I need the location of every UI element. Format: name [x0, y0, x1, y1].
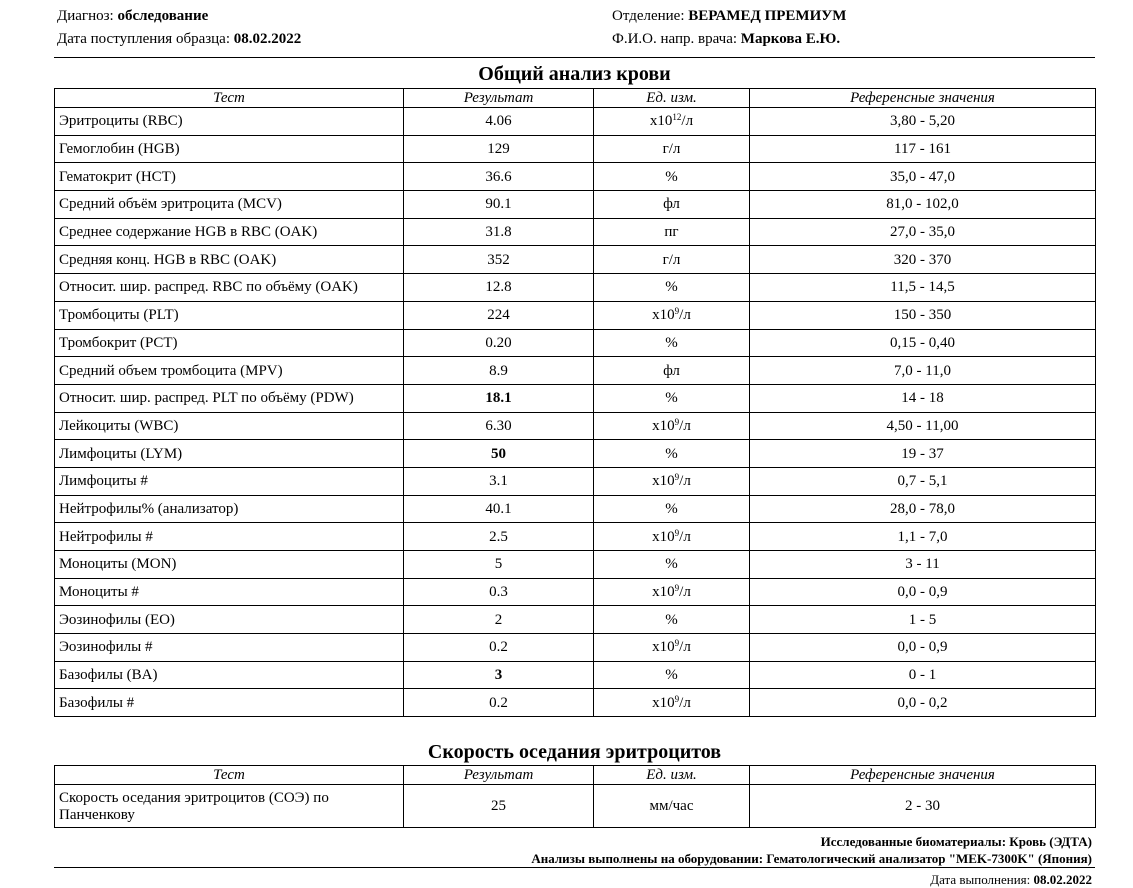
- unit-cell: [594, 412, 750, 440]
- unit-cell: [594, 495, 750, 523]
- table-row: [55, 689, 1096, 717]
- test-name: Средний объём эритроцита (MCV): [55, 191, 404, 219]
- sample-date-label: Дата поступления образца:: [57, 31, 231, 47]
- unit-base: x10: [652, 307, 675, 324]
- unit-base: %: [665, 667, 678, 684]
- result-value: 3.1: [404, 467, 594, 495]
- result-value: 31.8: [404, 218, 594, 246]
- col-test-header: Тест: [55, 89, 404, 108]
- test-name: Относит. шир. распред. RBC по объёму (OAK): [55, 274, 404, 302]
- test-name: Тромбокрит (PCT): [55, 329, 404, 357]
- unit-tail: /л: [679, 417, 691, 434]
- reference-range: 0,0 - 0,9: [750, 634, 1096, 662]
- unit-cell: [594, 661, 750, 689]
- test-name: Моноциты (MON): [55, 551, 404, 579]
- unit-base: %: [665, 500, 678, 517]
- reference-range: 28,0 - 78,0: [750, 495, 1096, 523]
- test-name: Эритроциты (RBC): [55, 108, 404, 136]
- unit-cell: [594, 634, 750, 662]
- result-value: 2.5: [404, 523, 594, 551]
- unit-exponent: 9: [674, 527, 680, 538]
- biomaterial-note: Исследованные биоматериалы: Кровь (ЭДТА): [820, 834, 1092, 849]
- table-row: [55, 440, 1096, 468]
- reference-range: 150 - 350: [750, 301, 1096, 329]
- unit-base: x10: [652, 528, 675, 545]
- unit-base: %: [665, 445, 678, 462]
- sample-date-line: [57, 31, 301, 48]
- doctor-line: [612, 31, 840, 48]
- esr-unit: мм/час: [594, 785, 750, 828]
- reference-range: 117 - 161: [750, 135, 1096, 163]
- equipment-note: Анализы выполнены на оборудовании: Гематологический анализатор "MEK-7300K" (Япония): [531, 851, 1092, 866]
- table-row: [55, 329, 1096, 357]
- unit-base: фл: [663, 196, 680, 213]
- result-value: 5: [404, 551, 594, 579]
- unit-cell: [594, 218, 750, 246]
- unit-exponent: 9: [674, 306, 680, 317]
- reference-range: 0,7 - 5,1: [750, 467, 1096, 495]
- done-date-label: Дата выполнения:: [930, 872, 1031, 887]
- result-value: 0.2: [404, 689, 594, 717]
- reference-range: 19 - 37: [750, 440, 1096, 468]
- table-row: [55, 606, 1096, 634]
- result-value: 0.20: [404, 329, 594, 357]
- unit-exponent: 9: [674, 638, 680, 649]
- reference-range: 11,5 - 14,5: [750, 274, 1096, 302]
- unit-exponent: 9: [674, 416, 680, 427]
- test-name: Тромбоциты (PLT): [55, 301, 404, 329]
- result-value: 12.8: [404, 274, 594, 302]
- unit-base: %: [665, 168, 678, 185]
- result-value: 129: [404, 135, 594, 163]
- result-value: 40.1: [404, 495, 594, 523]
- test-name: Относит. шир. распред. PLT по объёму (PDW): [55, 384, 404, 412]
- reference-range: 3 - 11: [750, 551, 1096, 579]
- reference-range: 7,0 - 11,0: [750, 357, 1096, 385]
- unit-tail: /л: [679, 639, 691, 656]
- col-unit-header: Ед. изм.: [594, 89, 750, 108]
- test-name: Эозинофилы #: [55, 634, 404, 662]
- unit-tail: /л: [679, 694, 691, 711]
- result-value: 0.3: [404, 578, 594, 606]
- unit-cell: [594, 108, 750, 136]
- result-value: 8.9: [404, 357, 594, 385]
- test-name: Средний объем тромбоцита (MPV): [55, 357, 404, 385]
- unit-cell: [594, 357, 750, 385]
- table-row: [55, 495, 1096, 523]
- table-row: [55, 578, 1096, 606]
- department-value: ВЕРАМЕД ПРЕМИУМ: [688, 8, 847, 24]
- table-row: [55, 163, 1096, 191]
- cbc-table: [54, 88, 1096, 717]
- esr-ref: 2 - 30: [750, 785, 1096, 828]
- unit-base: %: [665, 611, 678, 628]
- unit-base: %: [665, 334, 678, 351]
- result-value: 90.1: [404, 191, 594, 219]
- footer-rule: [54, 867, 1095, 868]
- doctor-label: Ф.И.О. напр. врача:: [612, 31, 738, 47]
- reference-range: 14 - 18: [750, 384, 1096, 412]
- cbc-title: Общий анализ крови: [478, 63, 671, 85]
- unit-cell: [594, 606, 750, 634]
- esr-title: Скорость оседания эритроцитов: [427, 741, 722, 763]
- table-row: [55, 108, 1096, 136]
- result-value: 352: [404, 246, 594, 274]
- unit-cell: [594, 384, 750, 412]
- unit-base: %: [665, 279, 678, 296]
- diagnosis-label: Диагноз:: [57, 8, 114, 24]
- diagnosis-value: обследование: [117, 8, 209, 24]
- unit-base: фл: [663, 362, 680, 379]
- doctor-value: Маркова Е.Ю.: [740, 31, 841, 47]
- department-label: Отделение:: [612, 8, 685, 24]
- unit-base: г/л: [662, 141, 681, 158]
- reference-range: 0,0 - 0,2: [750, 689, 1096, 717]
- table-row: [55, 301, 1096, 329]
- unit-cell: [594, 135, 750, 163]
- unit-base: пг: [664, 224, 679, 241]
- unit-exponent: 12: [672, 112, 682, 123]
- unit-base: %: [665, 390, 678, 407]
- unit-cell: [594, 329, 750, 357]
- diagnosis-line: [57, 8, 208, 25]
- cbc-header-row: [55, 89, 1096, 108]
- test-name: Базофилы #: [55, 689, 404, 717]
- test-name: Моноциты #: [55, 578, 404, 606]
- col-result-header: Результат: [404, 89, 594, 108]
- done-date-value: 08.02.2022: [1033, 872, 1092, 887]
- test-name: Базофилы (BA): [55, 661, 404, 689]
- table-row: [55, 246, 1096, 274]
- result-value: 3: [404, 661, 594, 689]
- reference-range: 0,0 - 0,9: [750, 578, 1096, 606]
- sample-date-value: 08.02.2022: [233, 31, 302, 47]
- reference-range: 81,0 - 102,0: [750, 191, 1096, 219]
- unit-cell: [594, 274, 750, 302]
- test-name: Эозинофилы (EO): [55, 606, 404, 634]
- unit-base: %: [665, 556, 678, 573]
- done-date-line: [930, 872, 1092, 888]
- table-row: [55, 274, 1096, 302]
- test-name: Лейкоциты (WBC): [55, 412, 404, 440]
- table-row: [55, 661, 1096, 689]
- unit-exponent: 9: [674, 693, 680, 704]
- reference-range: 0,15 - 0,40: [750, 329, 1096, 357]
- table-row: [55, 785, 1096, 828]
- reference-range: 1 - 5: [750, 606, 1096, 634]
- unit-base: x10: [652, 473, 675, 490]
- table-row: [55, 135, 1096, 163]
- unit-base: x10: [652, 694, 675, 711]
- result-value: 36.6: [404, 163, 594, 191]
- unit-tail: /л: [679, 528, 691, 545]
- esr-test-name: Скорость оседания эритроцитов (СОЭ) по Панченкову: [55, 785, 404, 828]
- unit-cell: [594, 163, 750, 191]
- result-value: 4.06: [404, 108, 594, 136]
- table-row: [55, 412, 1096, 440]
- test-name: Гемоглобин (HGB): [55, 135, 404, 163]
- unit-cell: [594, 689, 750, 717]
- unit-cell: [594, 551, 750, 579]
- unit-tail: /л: [681, 113, 694, 130]
- esr-col-result-header: Результат: [404, 766, 594, 785]
- reference-range: 0 - 1: [750, 661, 1096, 689]
- esr-col-ref-header: Референсные значения: [750, 766, 1096, 785]
- table-row: [55, 523, 1096, 551]
- table-row: [55, 551, 1096, 579]
- reference-range: 3,80 - 5,20: [750, 108, 1096, 136]
- test-name: Нейтрофилы #: [55, 523, 404, 551]
- esr-table: [54, 765, 1096, 828]
- department-line: [612, 8, 846, 25]
- reference-range: 35,0 - 47,0: [750, 163, 1096, 191]
- result-value: 50: [404, 440, 594, 468]
- unit-tail: /л: [679, 473, 691, 490]
- esr-col-test-header: Тест: [55, 766, 404, 785]
- test-name: Лимфоциты #: [55, 467, 404, 495]
- header-rule: [54, 57, 1095, 58]
- result-value: 18.1: [404, 384, 594, 412]
- table-row: [55, 634, 1096, 662]
- table-row: [55, 218, 1096, 246]
- result-value: 224: [404, 301, 594, 329]
- test-name: Гематокрит (HCT): [55, 163, 404, 191]
- esr-header-row: [55, 766, 1096, 785]
- unit-cell: [594, 191, 750, 219]
- unit-base: x10: [652, 417, 675, 434]
- test-name: Лимфоциты (LYM): [55, 440, 404, 468]
- unit-cell: [594, 246, 750, 274]
- result-value: 2: [404, 606, 594, 634]
- table-row: [55, 191, 1096, 219]
- unit-exponent: 9: [674, 472, 680, 483]
- reference-range: 320 - 370: [750, 246, 1096, 274]
- unit-exponent: 9: [674, 583, 680, 594]
- esr-col-unit-header: Ед. изм.: [594, 766, 750, 785]
- unit-base: г/л: [662, 251, 681, 268]
- unit-base: x10: [652, 639, 675, 656]
- reference-range: 1,1 - 7,0: [750, 523, 1096, 551]
- reference-range: 4,50 - 11,00: [750, 412, 1096, 440]
- test-name: Среднее содержание HGB в RBC (OAK): [55, 218, 404, 246]
- result-value: 6.30: [404, 412, 594, 440]
- unit-cell: [594, 467, 750, 495]
- test-name: Нейтрофилы% (анализатор): [55, 495, 404, 523]
- result-value: 0.2: [404, 634, 594, 662]
- unit-cell: [594, 301, 750, 329]
- unit-cell: [594, 523, 750, 551]
- esr-result: 25: [404, 785, 594, 828]
- test-name: Средняя конц. HGB в RBC (OAK): [55, 246, 404, 274]
- unit-tail: /л: [679, 584, 691, 601]
- unit-base: x10: [649, 113, 673, 130]
- table-row: [55, 357, 1096, 385]
- table-row: [55, 467, 1096, 495]
- unit-tail: /л: [679, 307, 691, 324]
- reference-range: 27,0 - 35,0: [750, 218, 1096, 246]
- table-row: [55, 384, 1096, 412]
- unit-cell: [594, 440, 750, 468]
- col-ref-header: Референсные значения: [750, 89, 1096, 108]
- unit-base: x10: [652, 584, 675, 601]
- unit-cell: [594, 578, 750, 606]
